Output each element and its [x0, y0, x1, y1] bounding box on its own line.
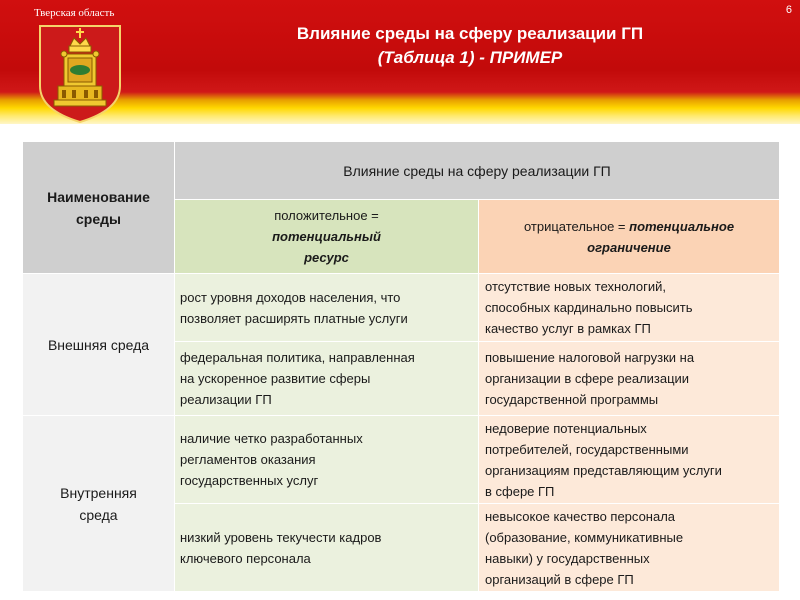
table-row — [23, 274, 780, 342]
header-banner — [0, 0, 800, 124]
header-negative: отрицательное = потенциальное ограничение — [479, 200, 780, 274]
title-line-1: Влияние среды на сферу реализации ГП — [296, 24, 644, 43]
env-internal: Внутренняя среда — [23, 416, 175, 592]
coat-of-arms-icon — [38, 24, 122, 124]
negative-cell: отсутствие новых технологий, способных кардинально повысить качество услуг в рамках ГП — [479, 274, 780, 342]
table-row — [23, 416, 780, 504]
region-name: Тверская область — [34, 7, 115, 19]
negative-cell: недоверие потенциальных потребителей, государственными организациям представляющим услуги в сфере ГП — [479, 416, 780, 504]
page-number: 6 — [785, 4, 792, 16]
negative-cell: повышение налоговой нагрузки на организации в сфере реализации государственной программы — [479, 342, 780, 416]
table-header-row — [23, 142, 780, 200]
env-external: Внешняя среда — [23, 274, 175, 416]
environment-influence-table — [22, 141, 780, 592]
positive-cell: рост уровня доходов населения, что позволяет расширять платные услуги — [175, 274, 479, 342]
slide-title — [180, 22, 760, 70]
title-line-2: (Таблица 1) - ПРИМЕР — [377, 48, 563, 67]
positive-cell: низкий уровень текучести кадров ключевого персонала — [175, 504, 479, 592]
header-positive: положительное = потенциальный ресурс — [175, 200, 479, 274]
header-influence: Влияние среды на сферу реализации ГП — [175, 142, 780, 200]
negative-cell: невысокое качество персонала (образование, коммуникативные навыки) у государственных организаций в сфере ГП — [479, 504, 780, 592]
header-environment-name: Наименование среды — [23, 142, 175, 274]
positive-cell: федеральная политика, направленная на ускоренное развитие сферы реализации ГП — [175, 342, 479, 416]
positive-cell: наличие четко разработанных регламентов оказания государственных услуг — [175, 416, 479, 504]
